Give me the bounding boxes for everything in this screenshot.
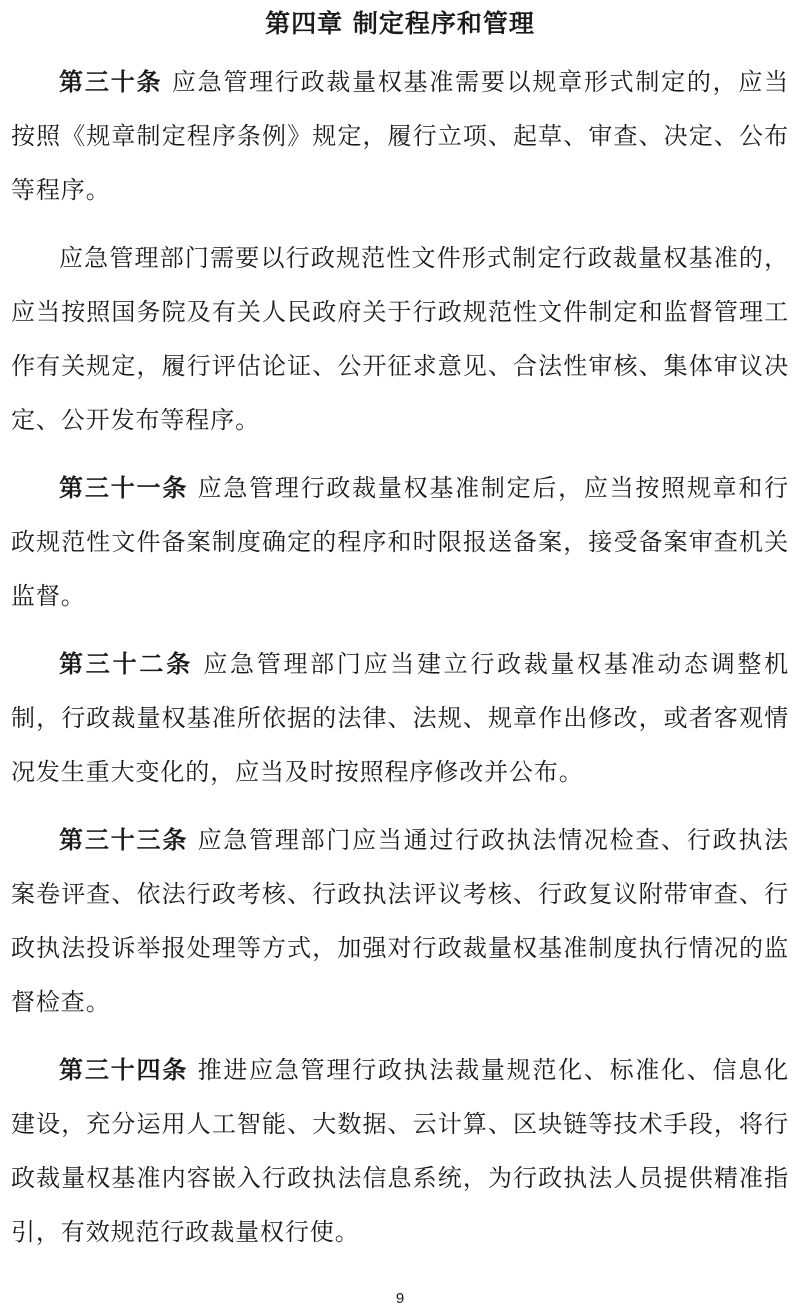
article-text: 应急管理部门应当建立行政裁量权基准动态调整机制，行政裁量权基准所依据的法律、法规、规章作出修改，或者客观情况发生重大变化的，应当及时按照程序修改并公布。: [11, 650, 790, 786]
article-33: [11, 813, 789, 1029]
page-number: 9: [395, 1290, 405, 1307]
article-label: 第三十一条: [59, 474, 189, 502]
article-text: 应急管理行政裁量权基准需要以规章形式制定的，应当按照《规章制定程序条例》规定，履行立项、起草、审查、决定、公布等程序。: [11, 68, 790, 204]
article-label: 第三十四条: [59, 1056, 189, 1084]
article-31: [11, 461, 789, 623]
article-34: [11, 1043, 789, 1259]
article-30-paragraph-2: [11, 231, 789, 447]
article-30: [11, 55, 789, 217]
article-text: 应急管理行政裁量权基准制定后，应当按照规章和行政规范性文件备案制度确定的程序和时限报送备案，接受备案审查机关监督。: [11, 474, 790, 610]
article-separator: [188, 474, 197, 502]
article-label: 第三十三条: [59, 826, 189, 854]
document-body: [11, 55, 789, 1273]
article-separator: [193, 650, 203, 678]
chapter-title: 第四章 制定程序和管理: [265, 9, 535, 38]
article-32: [11, 637, 789, 799]
article-text: 应急管理部门需要以行政规范性文件形式制定行政裁量权基准的，应当按照国务院及有关人民政府关于行政规范性文件制定和监督管理工作有关规定，履行评估论证、公开征求意见、合法性审核、集体审议决定、公开发布等程序。: [11, 244, 789, 434]
article-separator: [162, 68, 171, 96]
article-text: 应急管理部门应当通过行政执法情况检查、行政执法案卷评查、依法行政考核、行政执法评议考核、行政复议附带审查、行政执法投诉举报处理等方式，加强对行政裁量权基准制度执行情况的监督检查。: [11, 826, 790, 1016]
article-text: 推进应急管理行政执法裁量规范化、标准化、信息化建设，充分运用人工智能、大数据、云计算、区块链等技术手段，将行政裁量权基准内容嵌入行政执法信息系统，为行政执法人员提供精准指引，有效规范行政裁量权行使。: [11, 1056, 790, 1246]
article-separator: [188, 826, 197, 854]
article-label: 第三十二条: [59, 650, 194, 678]
article-separator: [188, 1056, 197, 1084]
article-label: 第三十条: [59, 68, 163, 96]
